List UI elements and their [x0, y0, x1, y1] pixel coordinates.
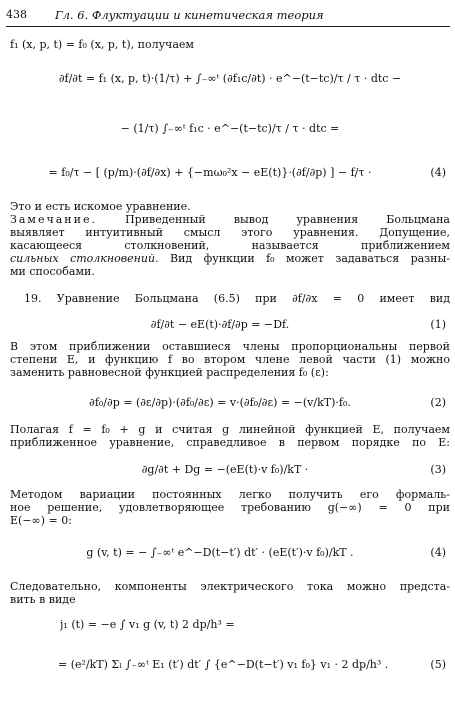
text-line: Это и есть искомое уравнение.: [10, 200, 191, 213]
equation-line: − (1/τ) ∫₋∞ᵗ f₁c · e^−(t−tc)/τ / τ · dtc =: [120, 122, 340, 135]
equation-line: g (v, t) = − ∫₋∞ᵗ e^−D(t−t′) dt′ · (eE(t′)·v f₀)/kT .: [86, 546, 354, 559]
text-line: заменить равновесной функцией распределения f₀ (ε):: [10, 366, 329, 379]
text-line: ное решение, удовлетворяющее требованию g(−∞) = 0 при: [10, 501, 450, 514]
equation-number: (4): [430, 546, 446, 559]
equation-line: ∂f₀/∂p = (∂ε/∂p)·(∂f₀/∂ε) = v·(∂f₀/∂ε) = −(v/kT)·f₀.: [89, 396, 351, 409]
text-line: Методом вариации постоянных легко получить его формаль-: [10, 488, 450, 501]
equation-line: ∂g/∂t + Dg = −(eE(t)·v f₀)/kT ·: [141, 463, 309, 476]
page-number: 438: [6, 8, 27, 21]
text-line: E(−∞) = 0:: [10, 514, 72, 527]
equation-number: (4): [430, 166, 446, 179]
remark-label: Замечание.: [10, 213, 97, 226]
equation-number: (5): [430, 658, 446, 671]
text-line: вить в виде: [10, 593, 76, 606]
equation-line: ∂f/∂t − eE(t)·∂f/∂p = −Df.: [150, 318, 290, 331]
running-title: Гл. 6. Флуктуации и кинетическая теория: [55, 8, 324, 22]
text-line: Полагая f = f₀ + g и считая g линейной функцией E, получаем: [10, 423, 450, 436]
text-line: Следовательно, компоненты электрического тока можно предста-: [10, 580, 450, 593]
text-line: ми способами.: [10, 265, 95, 278]
equation-number: (3): [430, 463, 446, 476]
equation-number: (2): [430, 396, 446, 409]
header-rule: [6, 26, 450, 27]
text-line: приближенное уравнение, справедливое в первом порядке по E:: [10, 436, 450, 449]
text-line: степени E, и функцию f во втором члене левой части (1) можно: [10, 353, 450, 366]
section-heading-line: 19. Уравнение Больцмана (6.5) при ∂f/∂x = 0 имеет вид: [24, 292, 450, 305]
text-fragment: Вид функции f₀ может задаваться разны-: [170, 252, 450, 265]
text-line: касающееся столкновений, называется приближением: [10, 239, 450, 252]
equation-number: (1): [430, 318, 446, 331]
equation-line: j₁ (t) = −e ∫ v₁ g (v, t) 2 dp/h³ =: [60, 618, 235, 631]
italic-term: сильных столкновений.: [10, 252, 159, 265]
equation-line: ∂f̄/∂t = f₁ (x, p, t)·(1/τ) + ∫₋∞ᵗ (∂f₁c/∂t) · e^−(t−tc)/τ / τ · dtc −: [58, 72, 402, 85]
text-line: В этом приближении оставшиеся члены пропорциональны первой: [10, 340, 450, 353]
equation-line: = f₀/τ − [ (p/m)·(∂f̄/∂x) + {−mω₀²x − eE(t)}·(∂f̄/∂p) ] − f/τ ·: [48, 166, 372, 179]
text-line: f₁ (x, p, t) = f₀ (x, p, t), получаем: [10, 38, 194, 51]
remark-text: Приведенный вывод уравнения Больцмана: [125, 213, 450, 226]
text-line: выявляет интуитивный смысл этого уравнения. Допущение,: [10, 226, 450, 239]
equation-line: = (e²/kT) Σₗ ∫₋∞ᵗ E₁ (t′) dt′ ∫ {e^−D(t−t′) v₁ f₀} v₁ · 2 dp/h³ .: [58, 658, 389, 671]
